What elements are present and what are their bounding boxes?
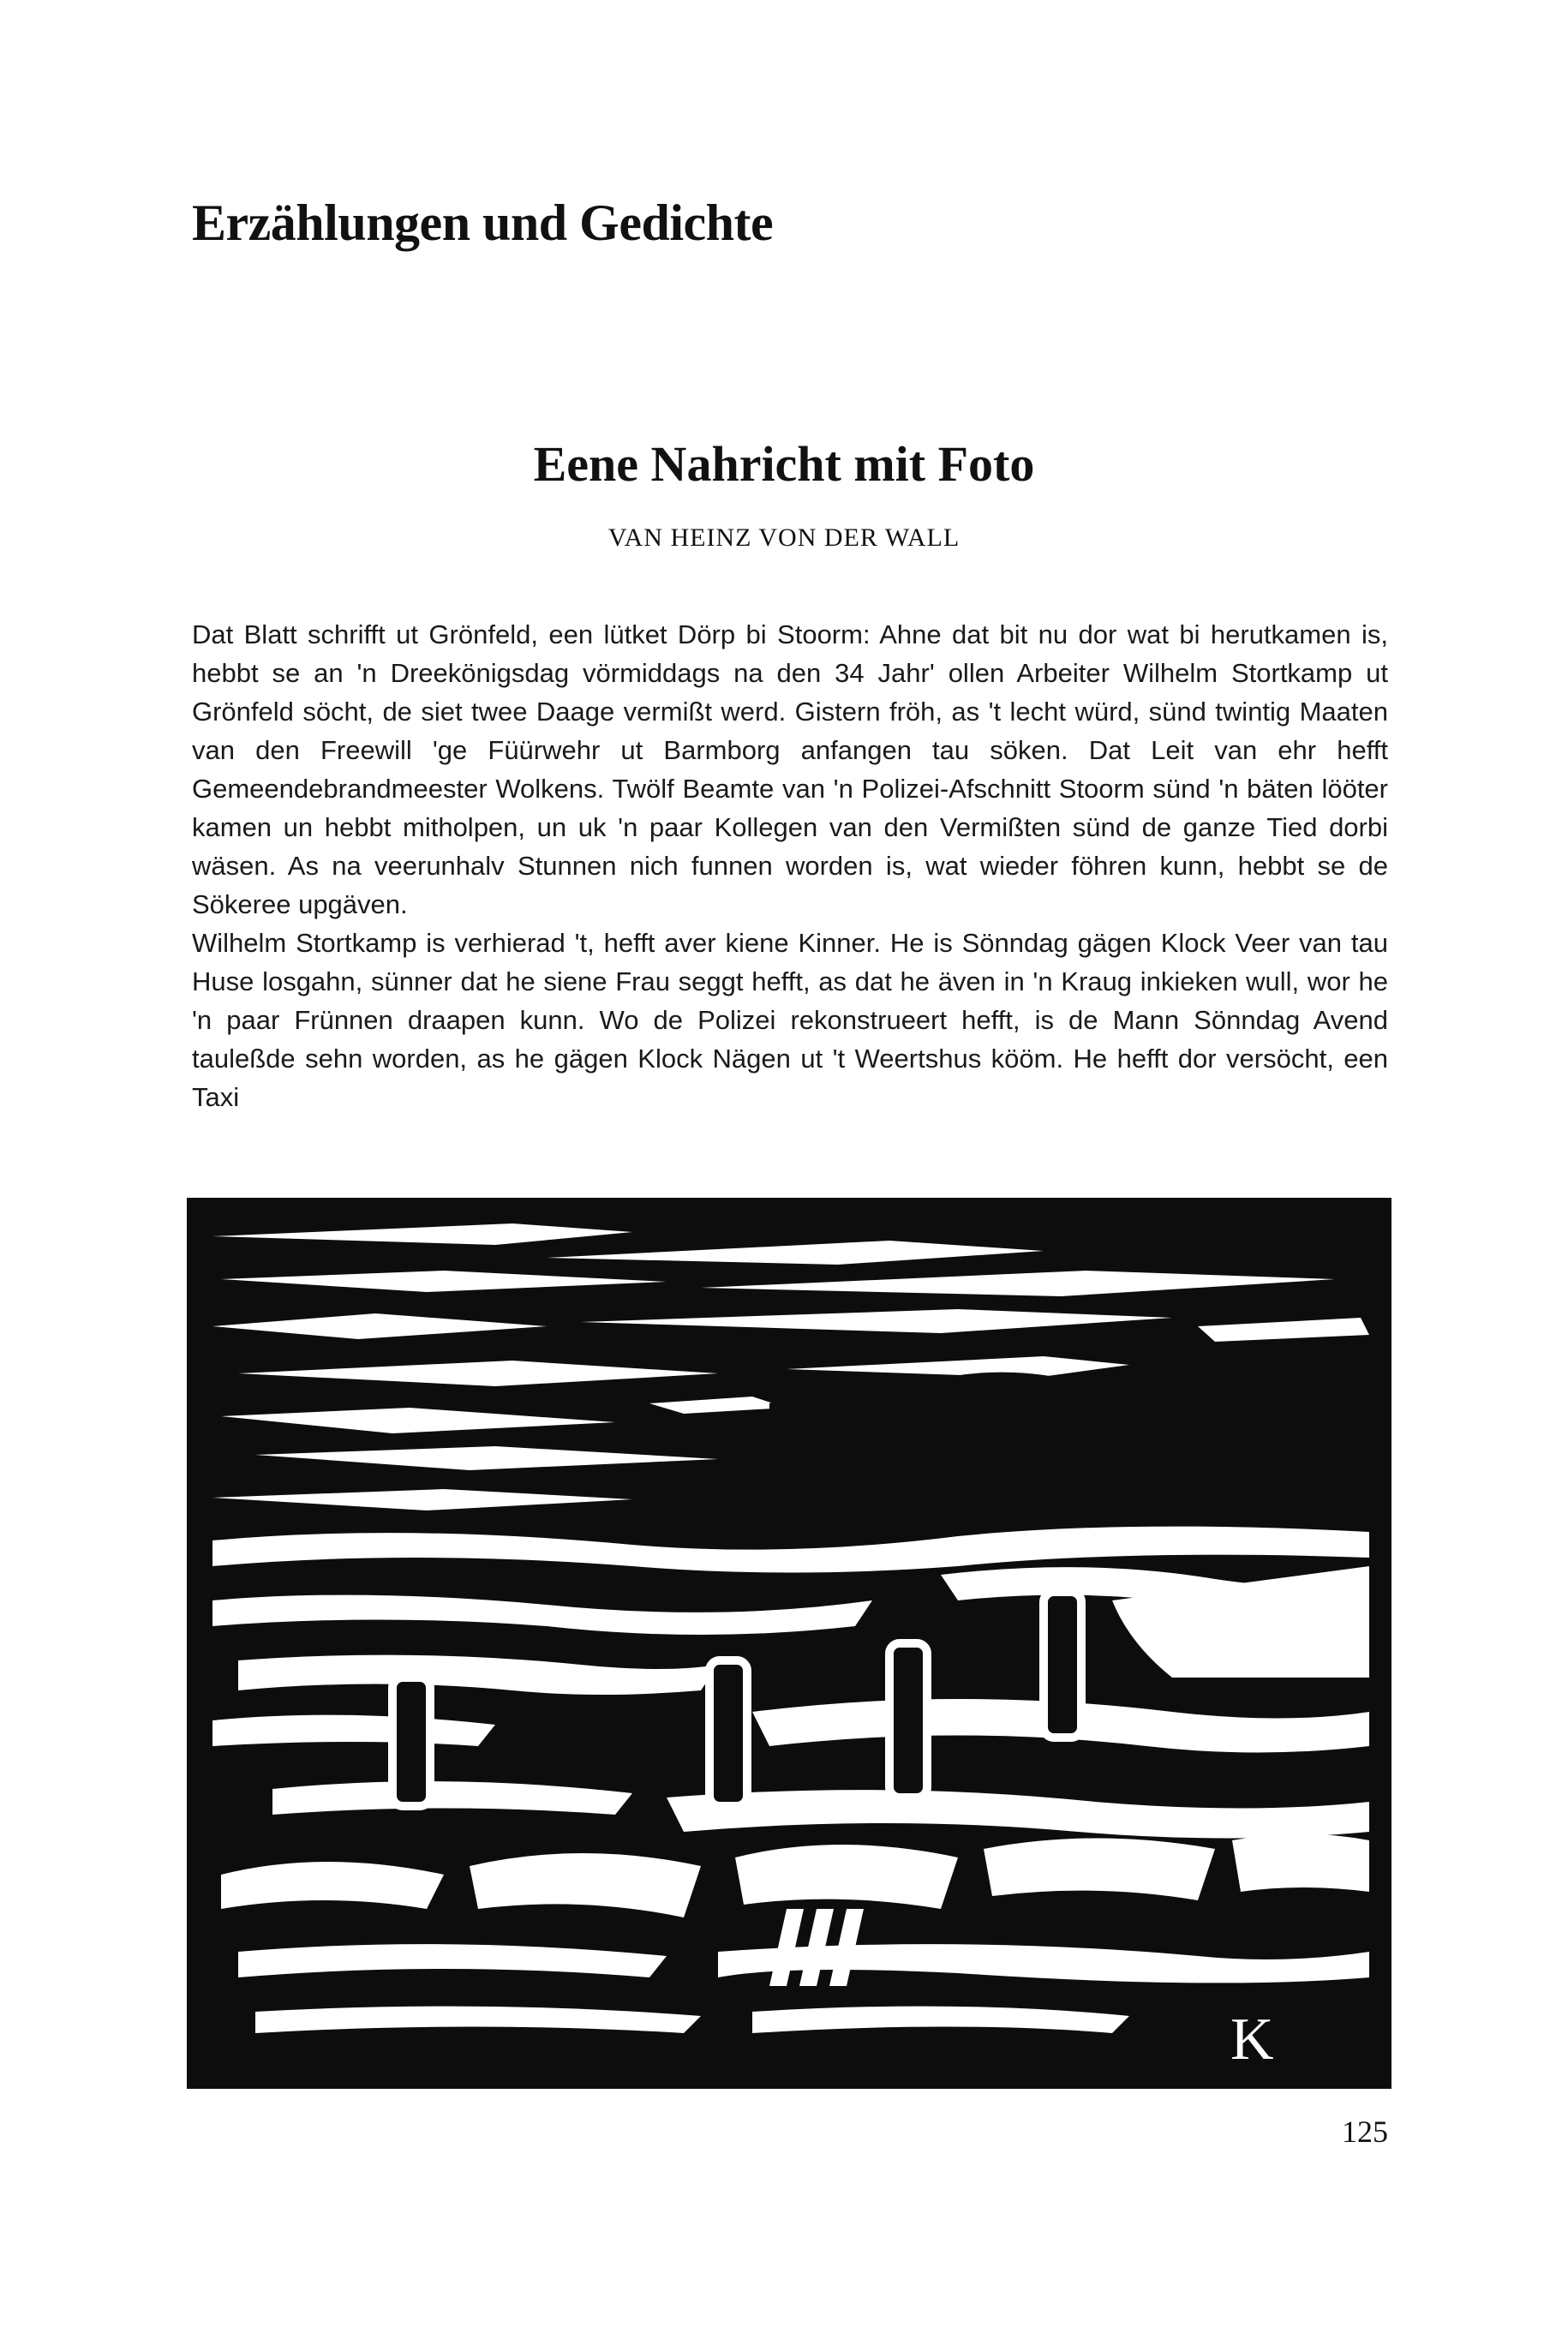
woodcut-image <box>187 1198 1391 2089</box>
paragraph-1: Dat Blatt schrifft ut Grönfeld, een lütket Dörp bi Stoorm: Ahne dat bit nu dor wat bi herutkamen is, hebbt se an 'n Dreekönigsdag vörmiddags na den 34 Jahr' ollen Arbeiter Wilhelm Stortkamp ut Grönfeld söcht, de siet twee Daage vermißt werd. Gistern fröh, as 't lecht würd, sünd twintig Maaten van den Freewill 'ge Füürwehr ut Barmborg anfangen tau söken. Dat Leit van ehr hefft Gemeendebrandmeester Wolkens. Twölf Beamte van 'n Polizei-Afschnitt Stoorm sünd 'n bäten lööter kamen un hebbt mitholpen, un uk 'n paar Kollegen van den Vermißten sünd de ganze Tied dorbi wäsen. As na veerunhalv Stunnen nich funnen worden is, wat wieder föhren kunn, hebbt se de Sökeree upgäven. <box>192 619 1388 919</box>
paragraph-2: Wilhelm Stortkamp is verhierad 't, hefft aver kiene Kinner. He is Sönndag gägen Klock Veer van tau Huse losgahn, sünner dat he siene Frau seggt hefft, as dat he även in 'n Kraug inkieken wull, wor he 'n paar Frünnen draapen kunn. Wo de Polizei rekonstrueert hefft, is de Mann Sönndag Avend tauleßde sehn worden, as he gägen Klock Nägen ut 't Weertshus kööm. He hefft dor versöcht, een Taxi <box>192 928 1388 1112</box>
byline-text: VAN HEINZ VON DER WALL <box>607 523 961 552</box>
section-title: Erzählungen und Gedichte <box>192 194 774 251</box>
byline <box>0 521 1568 555</box>
page-number: 125 <box>1342 2115 1388 2149</box>
story-title: Eene Nahricht mit Foto <box>533 436 1035 492</box>
signature-k: K <box>1230 2007 1274 2073</box>
woodcut-illustration <box>187 1198 1391 2089</box>
story-body <box>192 615 1388 1116</box>
